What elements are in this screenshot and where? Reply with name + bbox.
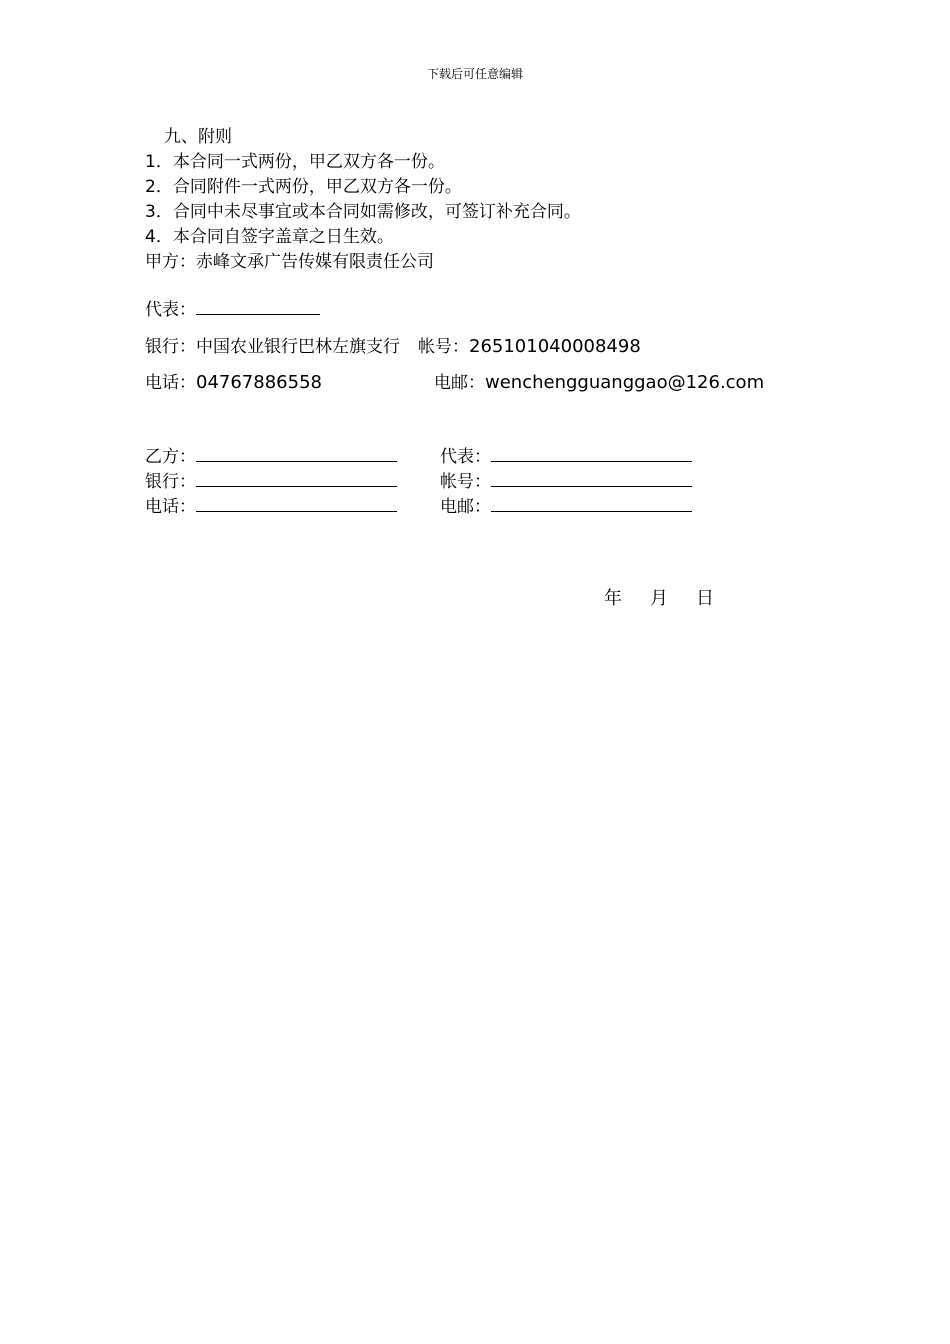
section-title: 九、附则 [164,127,232,147]
date-month: 月 [650,588,668,609]
party-b-rep-line [440,444,692,468]
party-b-email-label: 电邮： [440,497,491,517]
date-line [604,588,714,610]
clause-number: 4． [145,227,173,247]
party-b-name-blank[interactable] [196,444,397,462]
party-a-rep-blank[interactable] [196,297,320,315]
party-a-account-label: 帐号： [418,337,469,357]
party-a-phone: 04767886558 [196,372,322,393]
clause-number: 2． [145,177,173,197]
clause-3 [145,201,581,223]
party-a-name: 赤峰文承广告传媒有限责任公司 [196,252,434,272]
party-b-bank-label: 银行： [145,472,196,492]
party-b-email-line [440,494,692,518]
party-b-bank-line [145,469,397,493]
party-b-phone-label: 电话： [145,497,196,517]
clause-4 [145,226,394,248]
clause-number: 1． [145,152,173,172]
party-b-phone-line [145,494,397,518]
party-a-bank-label: 银行： [145,337,196,357]
clause-1 [145,151,445,173]
date-day: 日 [696,588,714,609]
clause-2 [145,176,462,198]
party-b-name-line [145,444,397,468]
party-a-email: wenchengguanggao@126.com [485,372,765,393]
party-a-rep-line [145,297,320,321]
party-a-phone-line [145,372,322,394]
clause-text: 本合同自签字盖章之日生效。 [172,227,394,247]
clause-text: 合同附件一式两份，甲乙双方各一份。 [172,177,462,197]
party-a-bank: 中国农业银行巴林左旗支行 [196,337,400,357]
party-b-email-blank[interactable] [491,494,692,512]
party-a-label: 甲方： [145,252,196,272]
party-a-account: 265101040008498 [469,336,641,357]
clause-text: 本合同一式两份，甲乙双方各一份。 [172,152,445,172]
clause-text: 合同中未尽事宜或本合同如需修改，可签订补充合同。 [172,202,581,222]
party-b-rep-blank[interactable] [491,444,692,462]
party-a-email-label: 电邮： [434,373,485,393]
party-b-account-blank[interactable] [491,469,692,487]
date-year: 年 [604,588,622,609]
party-b-bank-blank[interactable] [196,469,397,487]
party-a-email-line [434,372,764,394]
party-a-bank-line [145,336,641,358]
party-a-name-line [145,251,434,273]
party-a-phone-label: 电话： [145,373,196,393]
party-a-rep-label: 代表： [145,300,196,320]
header-note: 下载后可任意编辑 [426,67,523,81]
clause-number: 3． [145,202,173,222]
party-b-label: 乙方： [145,447,196,467]
party-b-account-label: 帐号： [440,472,491,492]
party-b-phone-blank[interactable] [196,494,397,512]
party-b-rep-label: 代表： [440,447,491,467]
party-b-account-line [440,469,692,493]
